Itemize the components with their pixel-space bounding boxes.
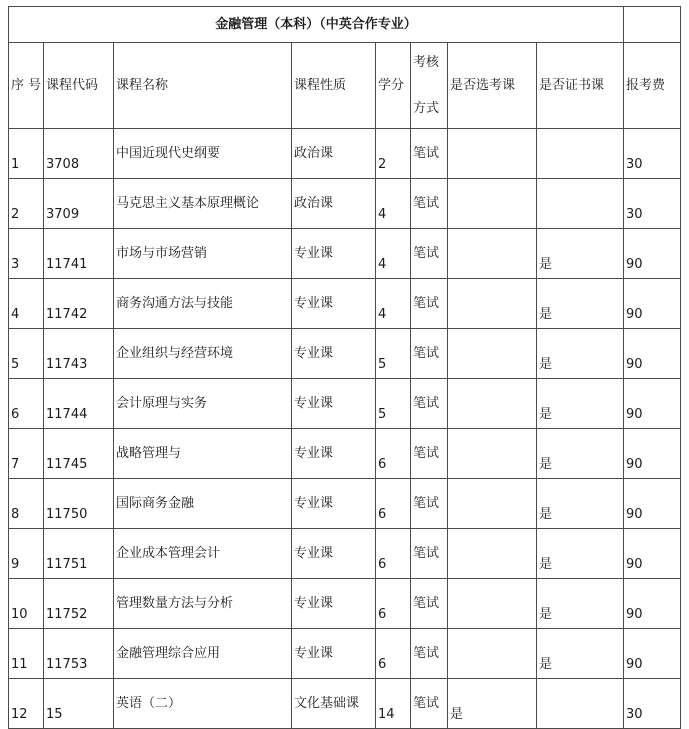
cell-exam: 笔试 bbox=[411, 229, 448, 279]
cell-nature: 专业课 bbox=[292, 279, 376, 329]
table-row bbox=[9, 529, 681, 579]
cell-fee: 30 bbox=[624, 129, 681, 179]
header-code: 课程代码 bbox=[44, 43, 114, 129]
cell-certificate: 是 bbox=[537, 379, 624, 429]
header-credit: 学分 bbox=[376, 43, 411, 129]
cell-certificate: 是 bbox=[537, 229, 624, 279]
cell-fee: 90 bbox=[624, 629, 681, 679]
cell-code: 11742 bbox=[44, 279, 114, 329]
cell-name: 企业组织与经营环境 bbox=[114, 329, 292, 379]
cell-credit: 5 bbox=[376, 379, 411, 429]
table-row bbox=[9, 329, 681, 379]
cell-fee: 30 bbox=[624, 679, 681, 729]
cell-elective bbox=[448, 179, 537, 229]
cell-exam: 笔试 bbox=[411, 129, 448, 179]
cell-code: 11751 bbox=[44, 529, 114, 579]
cell-elective bbox=[448, 379, 537, 429]
cell-code: 11753 bbox=[44, 629, 114, 679]
table-row bbox=[9, 679, 681, 729]
cell-certificate: 是 bbox=[537, 429, 624, 479]
cell-elective bbox=[448, 229, 537, 279]
cell-nature: 专业课 bbox=[292, 629, 376, 679]
cell-fee: 90 bbox=[624, 529, 681, 579]
cell-credit: 6 bbox=[376, 429, 411, 479]
cell-nature: 专业课 bbox=[292, 479, 376, 529]
header-elective: 是否选考课 bbox=[448, 43, 537, 129]
cell-exam: 笔试 bbox=[411, 629, 448, 679]
header-seq: 序 号 bbox=[9, 43, 44, 129]
cell-certificate: 是 bbox=[537, 279, 624, 329]
cell-credit: 4 bbox=[376, 179, 411, 229]
cell-nature: 专业课 bbox=[292, 329, 376, 379]
cell-name: 英语（二） bbox=[114, 679, 292, 729]
cell-name: 国际商务金融 bbox=[114, 479, 292, 529]
cell-elective bbox=[448, 429, 537, 479]
cell-name: 中国近现代史纲要 bbox=[114, 129, 292, 179]
cell-certificate bbox=[537, 129, 624, 179]
table-row bbox=[9, 429, 681, 479]
cell-credit: 5 bbox=[376, 329, 411, 379]
cell-credit: 4 bbox=[376, 279, 411, 329]
cell-exam: 笔试 bbox=[411, 529, 448, 579]
course-table bbox=[8, 6, 681, 729]
table-row bbox=[9, 579, 681, 629]
table-row bbox=[9, 379, 681, 429]
header-fee: 报考费 bbox=[624, 43, 681, 129]
cell-exam: 笔试 bbox=[411, 579, 448, 629]
cell-certificate: 是 bbox=[537, 629, 624, 679]
cell-code: 15 bbox=[44, 679, 114, 729]
cell-exam: 笔试 bbox=[411, 679, 448, 729]
cell-credit: 6 bbox=[376, 629, 411, 679]
table-row bbox=[9, 279, 681, 329]
cell-seq: 8 bbox=[9, 479, 44, 529]
title-empty-cell bbox=[624, 7, 681, 43]
cell-name: 市场与市场营销 bbox=[114, 229, 292, 279]
cell-nature: 政治课 bbox=[292, 129, 376, 179]
cell-certificate bbox=[537, 179, 624, 229]
cell-seq: 7 bbox=[9, 429, 44, 479]
cell-elective bbox=[448, 629, 537, 679]
header-exam-line1: 考核 bbox=[413, 55, 440, 70]
cell-credit: 6 bbox=[376, 529, 411, 579]
cell-fee: 90 bbox=[624, 479, 681, 529]
table-title: 金融管理（本科）（中英合作专业） bbox=[9, 7, 624, 43]
cell-exam: 笔试 bbox=[411, 179, 448, 229]
cell-certificate: 是 bbox=[537, 479, 624, 529]
header-name: 课程名称 bbox=[114, 43, 292, 129]
header-row bbox=[9, 43, 681, 129]
cell-exam: 笔试 bbox=[411, 279, 448, 329]
table-row bbox=[9, 229, 681, 279]
cell-nature: 政治课 bbox=[292, 179, 376, 229]
cell-credit: 6 bbox=[376, 579, 411, 629]
header-certificate: 是否证书课 bbox=[537, 43, 624, 129]
header-nature: 课程性质 bbox=[292, 43, 376, 129]
cell-code: 11743 bbox=[44, 329, 114, 379]
header-exam-line2: 方式 bbox=[413, 101, 440, 116]
table-row bbox=[9, 479, 681, 529]
title-row bbox=[9, 7, 681, 43]
cell-credit: 4 bbox=[376, 229, 411, 279]
cell-seq: 10 bbox=[9, 579, 44, 629]
table-row bbox=[9, 629, 681, 679]
table-row bbox=[9, 179, 681, 229]
cell-elective bbox=[448, 129, 537, 179]
cell-code: 3709 bbox=[44, 179, 114, 229]
cell-fee: 90 bbox=[624, 279, 681, 329]
cell-fee: 90 bbox=[624, 579, 681, 629]
cell-seq: 1 bbox=[9, 129, 44, 179]
cell-fee: 90 bbox=[624, 329, 681, 379]
cell-credit: 6 bbox=[376, 479, 411, 529]
cell-fee: 90 bbox=[624, 229, 681, 279]
cell-credit: 2 bbox=[376, 129, 411, 179]
cell-code: 11752 bbox=[44, 579, 114, 629]
cell-seq: 12 bbox=[9, 679, 44, 729]
cell-nature: 专业课 bbox=[292, 529, 376, 579]
cell-name: 商务沟通方法与技能 bbox=[114, 279, 292, 329]
cell-fee: 90 bbox=[624, 379, 681, 429]
cell-name: 企业成本管理会计 bbox=[114, 529, 292, 579]
table-row bbox=[9, 129, 681, 179]
cell-exam: 笔试 bbox=[411, 329, 448, 379]
cell-certificate bbox=[537, 679, 624, 729]
cell-certificate: 是 bbox=[537, 579, 624, 629]
cell-seq: 4 bbox=[9, 279, 44, 329]
cell-seq: 2 bbox=[9, 179, 44, 229]
cell-code: 3708 bbox=[44, 129, 114, 179]
cell-elective bbox=[448, 479, 537, 529]
cell-seq: 6 bbox=[9, 379, 44, 429]
cell-seq: 3 bbox=[9, 229, 44, 279]
cell-name: 会计原理与实务 bbox=[114, 379, 292, 429]
cell-exam: 笔试 bbox=[411, 429, 448, 479]
cell-nature: 专业课 bbox=[292, 429, 376, 479]
cell-name: 金融管理综合应用 bbox=[114, 629, 292, 679]
cell-nature: 专业课 bbox=[292, 379, 376, 429]
cell-name: 战略管理与 bbox=[114, 429, 292, 479]
cell-elective bbox=[448, 579, 537, 629]
cell-nature: 专业课 bbox=[292, 579, 376, 629]
cell-seq: 9 bbox=[9, 529, 44, 579]
cell-seq: 11 bbox=[9, 629, 44, 679]
cell-code: 11744 bbox=[44, 379, 114, 429]
cell-elective bbox=[448, 329, 537, 379]
cell-code: 11750 bbox=[44, 479, 114, 529]
cell-fee: 90 bbox=[624, 429, 681, 479]
cell-elective bbox=[448, 279, 537, 329]
cell-nature: 文化基础课 bbox=[292, 679, 376, 729]
cell-code: 11741 bbox=[44, 229, 114, 279]
cell-credit: 14 bbox=[376, 679, 411, 729]
cell-seq: 5 bbox=[9, 329, 44, 379]
cell-fee: 30 bbox=[624, 179, 681, 229]
cell-exam: 笔试 bbox=[411, 379, 448, 429]
cell-name: 管理数量方法与分析 bbox=[114, 579, 292, 629]
cell-certificate: 是 bbox=[537, 329, 624, 379]
cell-elective bbox=[448, 529, 537, 579]
cell-exam: 笔试 bbox=[411, 479, 448, 529]
cell-nature: 专业课 bbox=[292, 229, 376, 279]
header-exam bbox=[411, 43, 448, 129]
cell-name: 马克思主义基本原理概论 bbox=[114, 179, 292, 229]
cell-code: 11745 bbox=[44, 429, 114, 479]
cell-certificate: 是 bbox=[537, 529, 624, 579]
cell-elective: 是 bbox=[448, 679, 537, 729]
